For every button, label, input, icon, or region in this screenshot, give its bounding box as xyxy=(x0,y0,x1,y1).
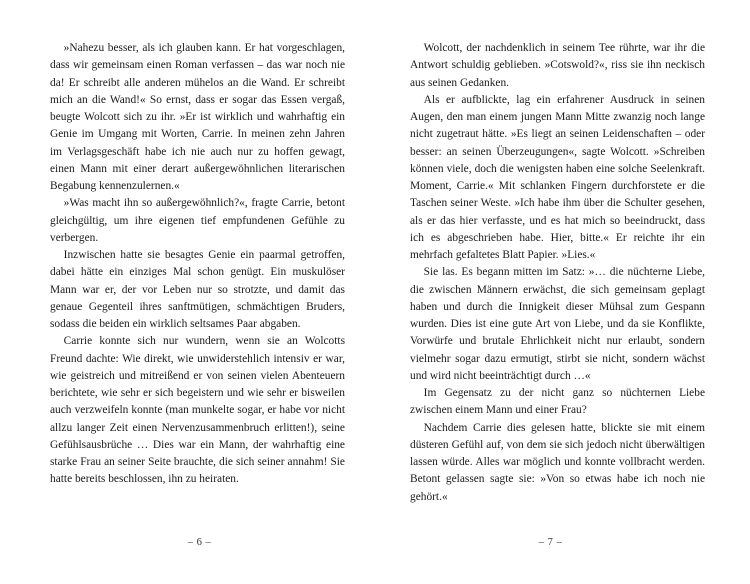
right-page-text xyxy=(410,40,705,506)
paragraph: Nachdem Carrie dies gelesen hatte, blickte sie mit einem düsteren Gefühl auf, von dem sie sich jedoch nicht überwältigen lassen würde. Alles war möglich und konnte vollbracht werden. Betont gelassen sagte sie: »Von so etwas habe ich noch nie gehört.« xyxy=(410,421,705,503)
paragraph: Als er aufblickte, lag ein erfahrener Ausdruck in seinen Augen, den man einem jungen Mann Mitte zwanzig noch lange nicht zugetraut hätte. »Es liegt an seinen Leidenschaften – oder besser: an seinen Überzeugungen«, sagte Wolcott. »Schreiben können viele, doch die wenigsten haben eine solche Seelenkraft. Moment, Carrie.« Mit schlanken Fingern durchforstete er die Taschen seiner Weste. »Ich habe ihm über die Schulter gesehen, als er das hier verfasste, und es hat mich so beeindruckt, dass ich es abgeschrieben habe. Hier, bitte.« Er reichte ihr ein mehrfach gefaltetes Blatt Papier. »Lies.« xyxy=(410,93,705,261)
page-number: – 7 – xyxy=(538,537,563,548)
paragraph: Carrie konnte sich nur wundern, wenn sie an Wolcotts Freund dachte: Wie direkt, wie unwiderstehlich intensiv er war, wie geistreich und mitreißend er von seinen vielen Abenteuern berichtete, wie sehr er sich begeistern und wie sehr er bisweilen auch verzweifeln konnte (man munkelte sogar, er habe vor nicht allzu langer Zeit einen Nervenzusammenbruch erlitten!), seine Gefühlsausbrüche … Dies war ein Mann, der wahrhaftig eine starke Frau an seiner Seite brauchte, die sich seiner annahm! Sie hatte bereits beschlossen, ihn zu heiraten. xyxy=(50,335,345,486)
paragraph: Wolcott, der nachdenklich in seinem Tee rührte, war ihr die Antwort schuldig geblieben. »Cotswold?«, riss sie ihn neckisch aus seinen Gedanken. xyxy=(410,42,705,89)
page-number: – 6 – xyxy=(187,537,212,548)
paragraph: Inzwischen hatte sie besagtes Genie ein paarmal getroffen, dabei hätte ein einziges Mal schon genügt. Ein muskulöser Mann war er, der vor Leben nur so strotzte, und damit das genaue Gegenteil ihres sanftmütigen, schmächtigen Bruders, sodass die beiden ein wirklich seltsames Paar abgaben. xyxy=(50,249,345,330)
paragraph: »Nahezu besser, als ich glauben kann. Er hat vorgeschlagen, dass wir gemeinsam einen Roman verfassen – das war noch nie da! Er schreibt alle anderen mühelos an die Wand. Er schreibt mich an die Wand!« So ernst, dass er sogar das Essen vergaß, beugte Wolcott sich zu ihr. »Er ist wirklich und wahrhaftig ein Genie im Umgang mit Worten, Carrie. In meinen zehn Jahren im Verlagsgeschäft habe ich nie auch nur zu hoffen gewagt, einen Mann mit einer derart außergewöhnlichen literarischen Begabung kennenzulernen.« xyxy=(50,42,345,192)
left-page-text xyxy=(50,40,345,489)
paragraph: Im Gegensatz zu der nicht ganz so nüchternen Liebe zwischen einem Mann und einer Frau? xyxy=(410,387,705,417)
paragraph: Sie las. Es begann mitten im Satz: »… die nüchterne Liebe, die zwischen Männern erwächst, die sich gemeinsam geplagt haben und durch die Innigkeit dieser Mühsal zum Gespann wurden. Dies ist eine gute Art von Liebe, und da sie Konflikte, Vorwürfe und brutale Ehrlichkeit nicht nur erlaubt, sondern vielmehr sogar dazu ermutigt, stirbt sie nicht, sondern wächst und wird nicht beeinträchtigt durch …« xyxy=(410,266,705,382)
right-page xyxy=(375,0,750,584)
paragraph: »Was macht ihn so außergewöhnlich?«, fragte Carrie, betont gleichgültig, um ihre eigenen tief empfundenen Gefühle zu verbergen. xyxy=(50,197,345,244)
